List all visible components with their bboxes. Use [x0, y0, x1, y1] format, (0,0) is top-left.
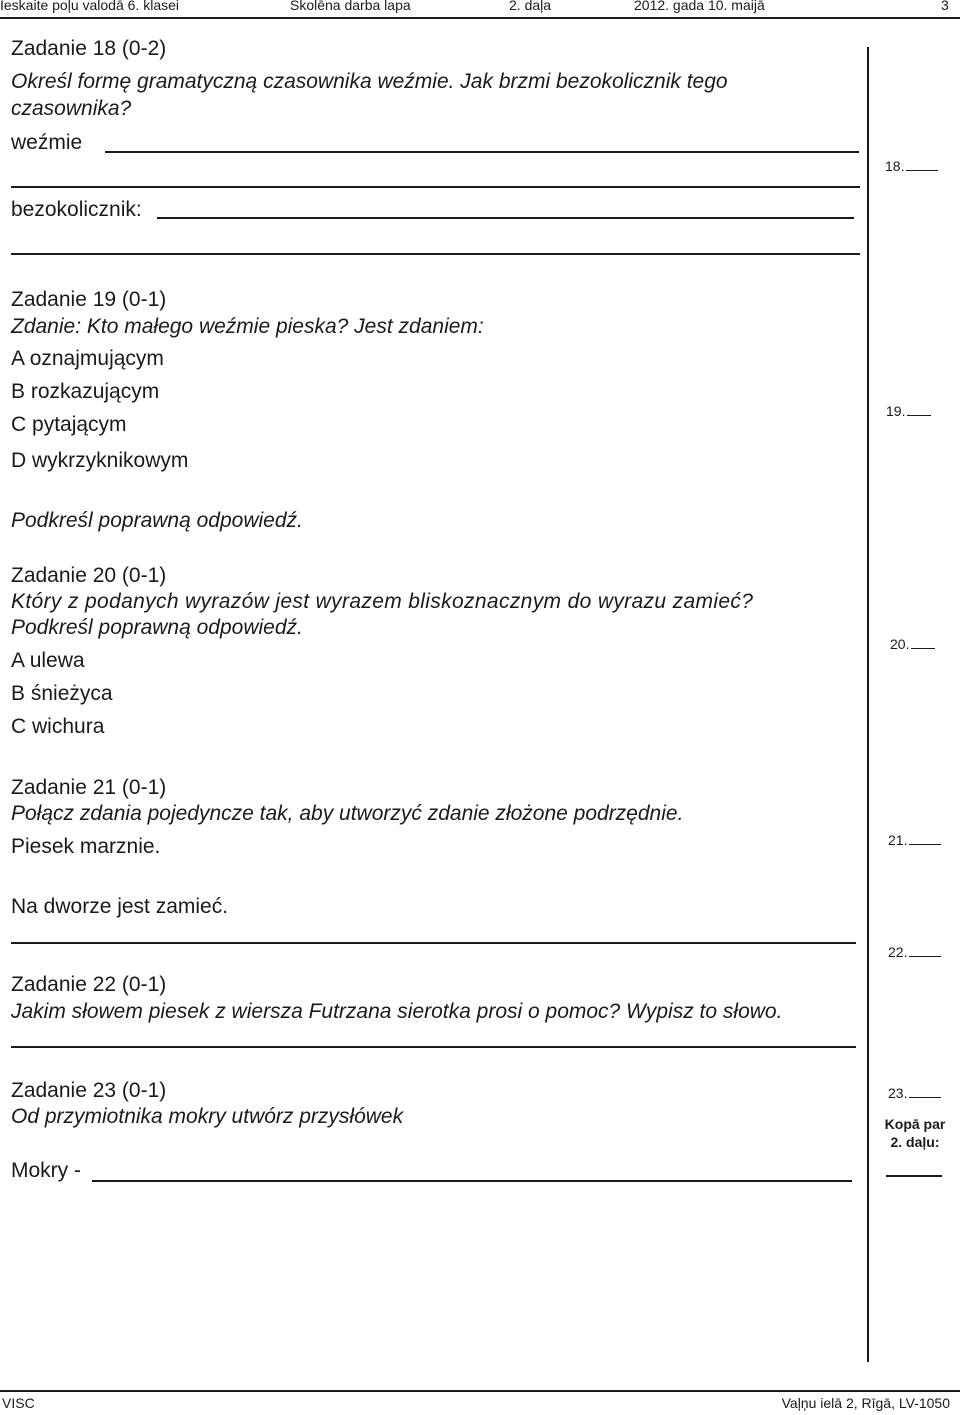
task21-title: Zadanie 21 (0-1)	[11, 776, 167, 799]
task21-score[interactable]: 21.	[888, 832, 941, 848]
task23-question: Od przymiotnika mokry utwórz przysłówek	[11, 1105, 404, 1128]
task19-score[interactable]: 19.	[886, 403, 931, 419]
task19-question: Zdanie: Kto małego weźmie pieska? Jest zdaniem:	[11, 315, 484, 338]
task22-score[interactable]: 22.	[888, 944, 941, 960]
task20-score[interactable]: 20.	[890, 636, 935, 652]
header-date: 2012. gada 10. maijā	[634, 0, 765, 13]
footer-address: Vaļņu ielā 2, Rīgā, LV-1050	[781, 1395, 950, 1411]
footer-rule	[0, 1390, 960, 1392]
task18-question-line1: Określ formę gramatyczną czasownika weźmie. Jak brzmi bezokolicznik tego	[11, 70, 728, 93]
task18-answer-line-extra2[interactable]	[11, 253, 860, 255]
task19-title: Zadanie 19 (0-1)	[11, 288, 167, 311]
task20-title: Zadanie 20 (0-1)	[11, 564, 167, 587]
footer-left: VISC	[2, 1395, 35, 1411]
task18-answer-line-form[interactable]	[105, 151, 859, 153]
score-column-divider	[867, 47, 869, 1362]
task18-answer-line-infinitive[interactable]	[157, 217, 854, 219]
task19-option-d[interactable]: D wykrzyknikowym	[11, 449, 189, 472]
task23-title: Zadanie 23 (0-1)	[11, 1079, 167, 1102]
task22-title: Zadanie 22 (0-1)	[11, 973, 167, 996]
task18-question-line2: czasownika?	[11, 97, 132, 120]
task19-option-c[interactable]: C pytającym	[11, 413, 127, 436]
total-label-line2: 2. daļu:	[890, 1134, 940, 1150]
total-answer-line[interactable]	[886, 1175, 942, 1177]
task20-instruction: Podkreśl poprawną odpowiedź.	[11, 616, 303, 639]
header-sheet: Skolēna darba lapa	[290, 0, 411, 13]
task21-sentence1: Piesek marznie.	[11, 835, 161, 858]
task20-option-c[interactable]: C wichura	[11, 715, 105, 738]
header-page-number: 3	[941, 0, 949, 13]
task20-question: Który z podanych wyrazów jest wyrazem bliskoznacznym do wyrazu zamieć?	[11, 590, 754, 613]
task22-answer-line[interactable]	[11, 1046, 856, 1048]
task20-option-a[interactable]: A ulewa	[11, 649, 85, 672]
task23-label: Mokry -	[11, 1159, 81, 1182]
header-rule	[0, 17, 960, 19]
task21-answer-line[interactable]	[11, 942, 856, 944]
task23-score[interactable]: 23.	[888, 1085, 941, 1101]
task21-sentence2: Na dworze jest zamieć.	[11, 895, 229, 918]
header-subject: Ieskaite poļu valodā 6. klasei	[0, 0, 179, 13]
header-part: 2. daļa	[509, 0, 552, 13]
task21-question: Połącz zdania pojedyncze tak, aby utworzyć zdanie złożone podrzędnie.	[11, 802, 684, 825]
task19-option-a[interactable]: A oznajmującym	[11, 347, 164, 370]
task22-question: Jakim słowem piesek z wiersza Futrzana sierotka prosi o pomoc? Wypisz to słowo.	[11, 1000, 783, 1023]
task18-label-form: weźmie	[11, 131, 83, 154]
total-label-line1: Kopā par	[884, 1116, 946, 1132]
task20-option-b[interactable]: B śnieżyca	[11, 682, 113, 705]
task18-score[interactable]: 18.	[885, 158, 938, 174]
task18-title: Zadanie 18 (0-2)	[11, 37, 167, 60]
task23-answer-line[interactable]	[92, 1180, 852, 1182]
task19-instruction: Podkreśl poprawną odpowiedź.	[11, 509, 303, 532]
task18-answer-line-extra[interactable]	[11, 186, 860, 188]
task18-label-infinitive: bezokolicznik:	[11, 198, 142, 221]
task19-option-b[interactable]: B rozkazującym	[11, 380, 160, 403]
